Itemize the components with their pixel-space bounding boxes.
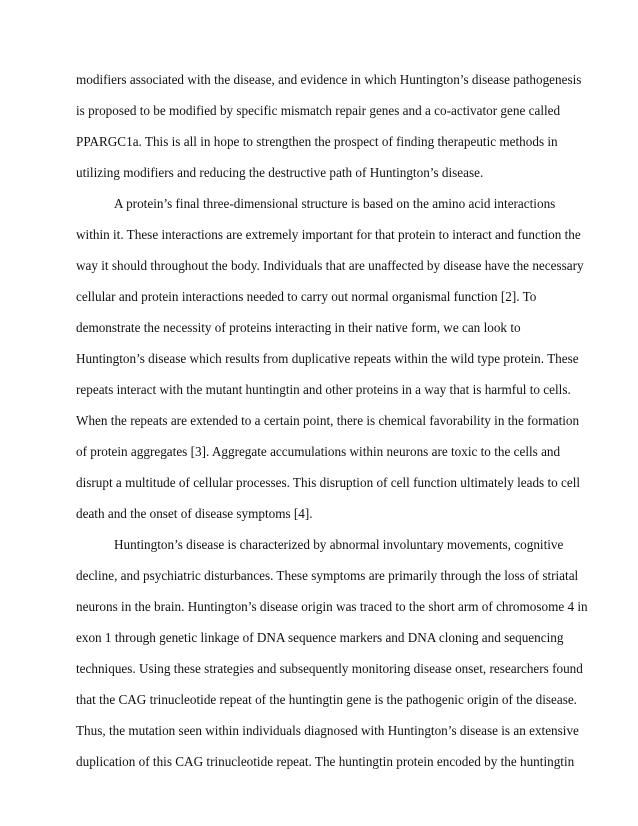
text-line: PPARGC1a. This is all in hope to strengthen the prospect of finding therapeutic methods in — [76, 134, 558, 149]
text-line: that the CAG trinucleotide repeat of the huntingtin gene is the pathogenic origin of the disease. — [76, 692, 577, 707]
text-line: disrupt a multitude of cellular processes. This disruption of cell function ultimately leads to cell — [76, 475, 581, 490]
text-line: cellular and protein interactions needed to carry out normal organismal function [2]. To — [76, 289, 537, 304]
text-line: of protein aggregates [3]. Aggregate accumulations within neurons are toxic to the cells and — [76, 444, 561, 459]
text-line: When the repeats are extended to a certain point, there is chemical favorability in the formation — [76, 413, 580, 428]
text-line: within it. These interactions are extremely important for that protein to interact and function the — [76, 227, 581, 242]
text-line: decline, and psychiatric disturbances. These symptoms are primarily through the loss of striatal — [76, 568, 579, 583]
text-line: Huntington’s disease which results from duplicative repeats within the wild type protein. These — [76, 351, 579, 366]
text-line: demonstrate the necessity of proteins interacting in their native form, we can look to — [76, 320, 521, 335]
paragraph-start-line: A protein’s final three-dimensional structure is based on the amino acid interactions — [114, 196, 556, 211]
text-line: way it should throughout the body. Individuals that are unaffected by disease have the necessary — [76, 258, 584, 273]
text-line: utilizing modifiers and reducing the destructive path of Huntington’s disease. — [76, 165, 484, 180]
paragraph-start-line: Huntington’s disease is characterized by abnormal involuntary movements, cognitive — [114, 537, 564, 552]
text-line: neurons in the brain. Huntington’s disease origin was traced to the short arm of chromosome 4 in — [76, 599, 588, 614]
text-line: duplication of this CAG trinucleotide repeat. The huntingtin protein encoded by the huntingtin — [76, 754, 575, 769]
text-line: death and the onset of disease symptoms [4]. — [76, 506, 313, 521]
text-line: techniques. Using these strategies and subsequently monitoring disease onset, researchers found — [76, 661, 583, 676]
text-line: Thus, the mutation seen within individuals diagnosed with Huntington’s disease is an extensive — [76, 723, 579, 738]
text-line: exon 1 through genetic linkage of DNA sequence markers and DNA cloning and sequencing — [76, 630, 564, 645]
text-line: modifiers associated with the disease, and evidence in which Huntington’s disease pathogenesis — [76, 72, 582, 87]
text-line: is proposed to be modified by specific mismatch repair genes and a co-activator gene called — [76, 103, 561, 118]
text-line: repeats interact with the mutant huntingtin and other proteins in a way that is harmful to cells. — [76, 382, 571, 397]
